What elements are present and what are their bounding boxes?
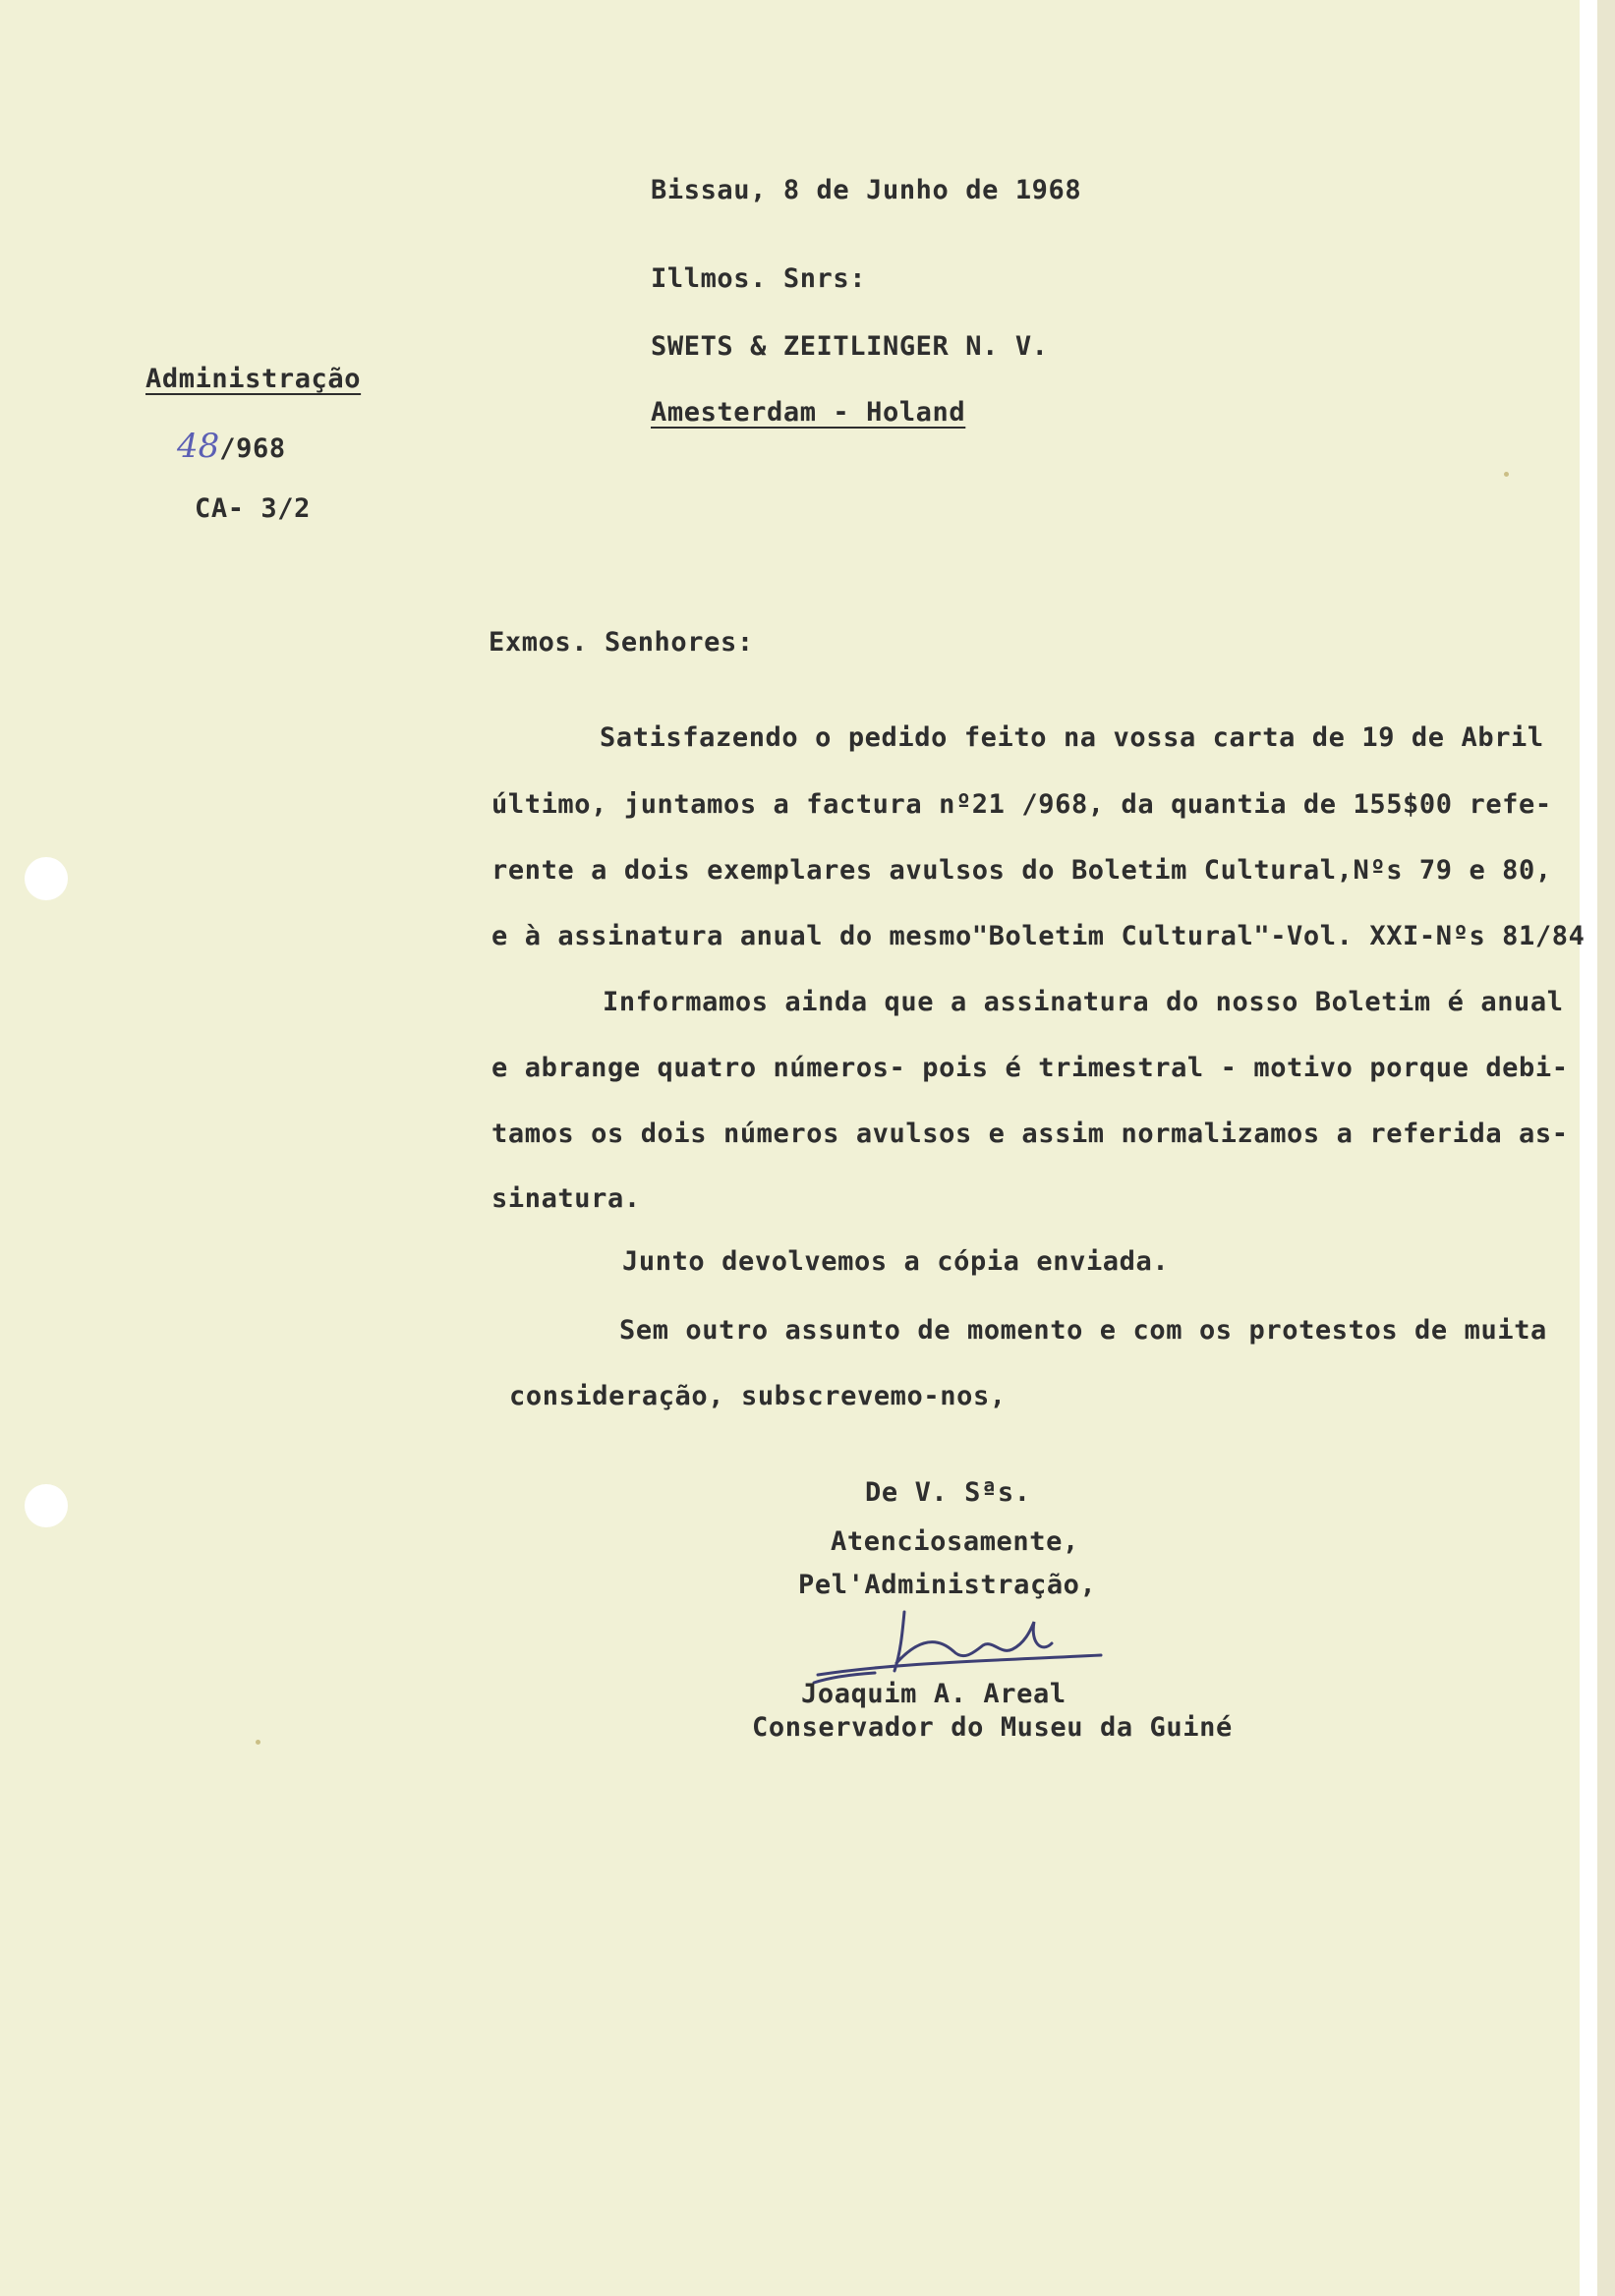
- paper-edge: [1580, 0, 1597, 2296]
- closing-line: De V. Sªs.: [865, 1477, 1031, 1508]
- body-line: Informamos ainda que a assinatura do nosso Boletim é anual: [603, 987, 1564, 1017]
- paper-speck: [1504, 472, 1509, 477]
- recipient-company: SWETS & ZEITLINGER N. V.: [651, 331, 1049, 362]
- reference-year: /968: [219, 433, 286, 464]
- handwritten-number: 48: [177, 427, 220, 466]
- date-line: Bissau, 8 de Junho de 1968: [651, 175, 1082, 205]
- signatory-title: Conservador do Museu da Guiné: [752, 1712, 1233, 1743]
- greeting: Exmos. Senhores:: [489, 627, 754, 658]
- reference-number: [177, 427, 286, 466]
- body-line: Junto devolvemos a cópia enviada.: [622, 1246, 1170, 1277]
- recipient-salutation: Illmos. Snrs:: [651, 263, 867, 294]
- signatory-name: Joaquim A. Areal: [801, 1679, 1067, 1709]
- body-line: último, juntamos a factura nº21 /968, da quantia de 155$00 refe-: [491, 789, 1552, 820]
- body-line: Sem outro assunto de momento e com os protestos de muita: [619, 1315, 1547, 1346]
- recipient-city: Amesterdam - Holand: [651, 397, 966, 428]
- body-line: e abrange quatro números- pois é trimestral - motivo porque debi-: [491, 1053, 1569, 1083]
- body-line: Satisfazendo o pedido feito na vossa carta de 19 de Abril: [600, 722, 1544, 753]
- body-line: sinatura.: [491, 1183, 641, 1214]
- closing-line: Atenciosamente,: [831, 1526, 1079, 1557]
- punch-hole-top: [25, 857, 68, 900]
- paper-speck: [256, 1740, 260, 1745]
- punch-hole-bottom: [25, 1484, 68, 1527]
- body-line: tamos os dois números avulsos e assim normalizamos a referida as-: [491, 1119, 1569, 1149]
- body-line: e à assinatura anual do mesmo"Boletim Cultural"-Vol. XXI-Nºs 81/84: [491, 921, 1586, 951]
- department-label: Administração: [145, 364, 362, 394]
- body-line: consideração, subscrevemo-nos,: [509, 1381, 1007, 1411]
- closing-line: Pel'Administração,: [798, 1570, 1097, 1600]
- body-line: rente a dois exemplares avulsos do Boletim Cultural,Nºs 79 e 80,: [491, 855, 1552, 886]
- reference-code: CA- 3/2: [195, 493, 311, 524]
